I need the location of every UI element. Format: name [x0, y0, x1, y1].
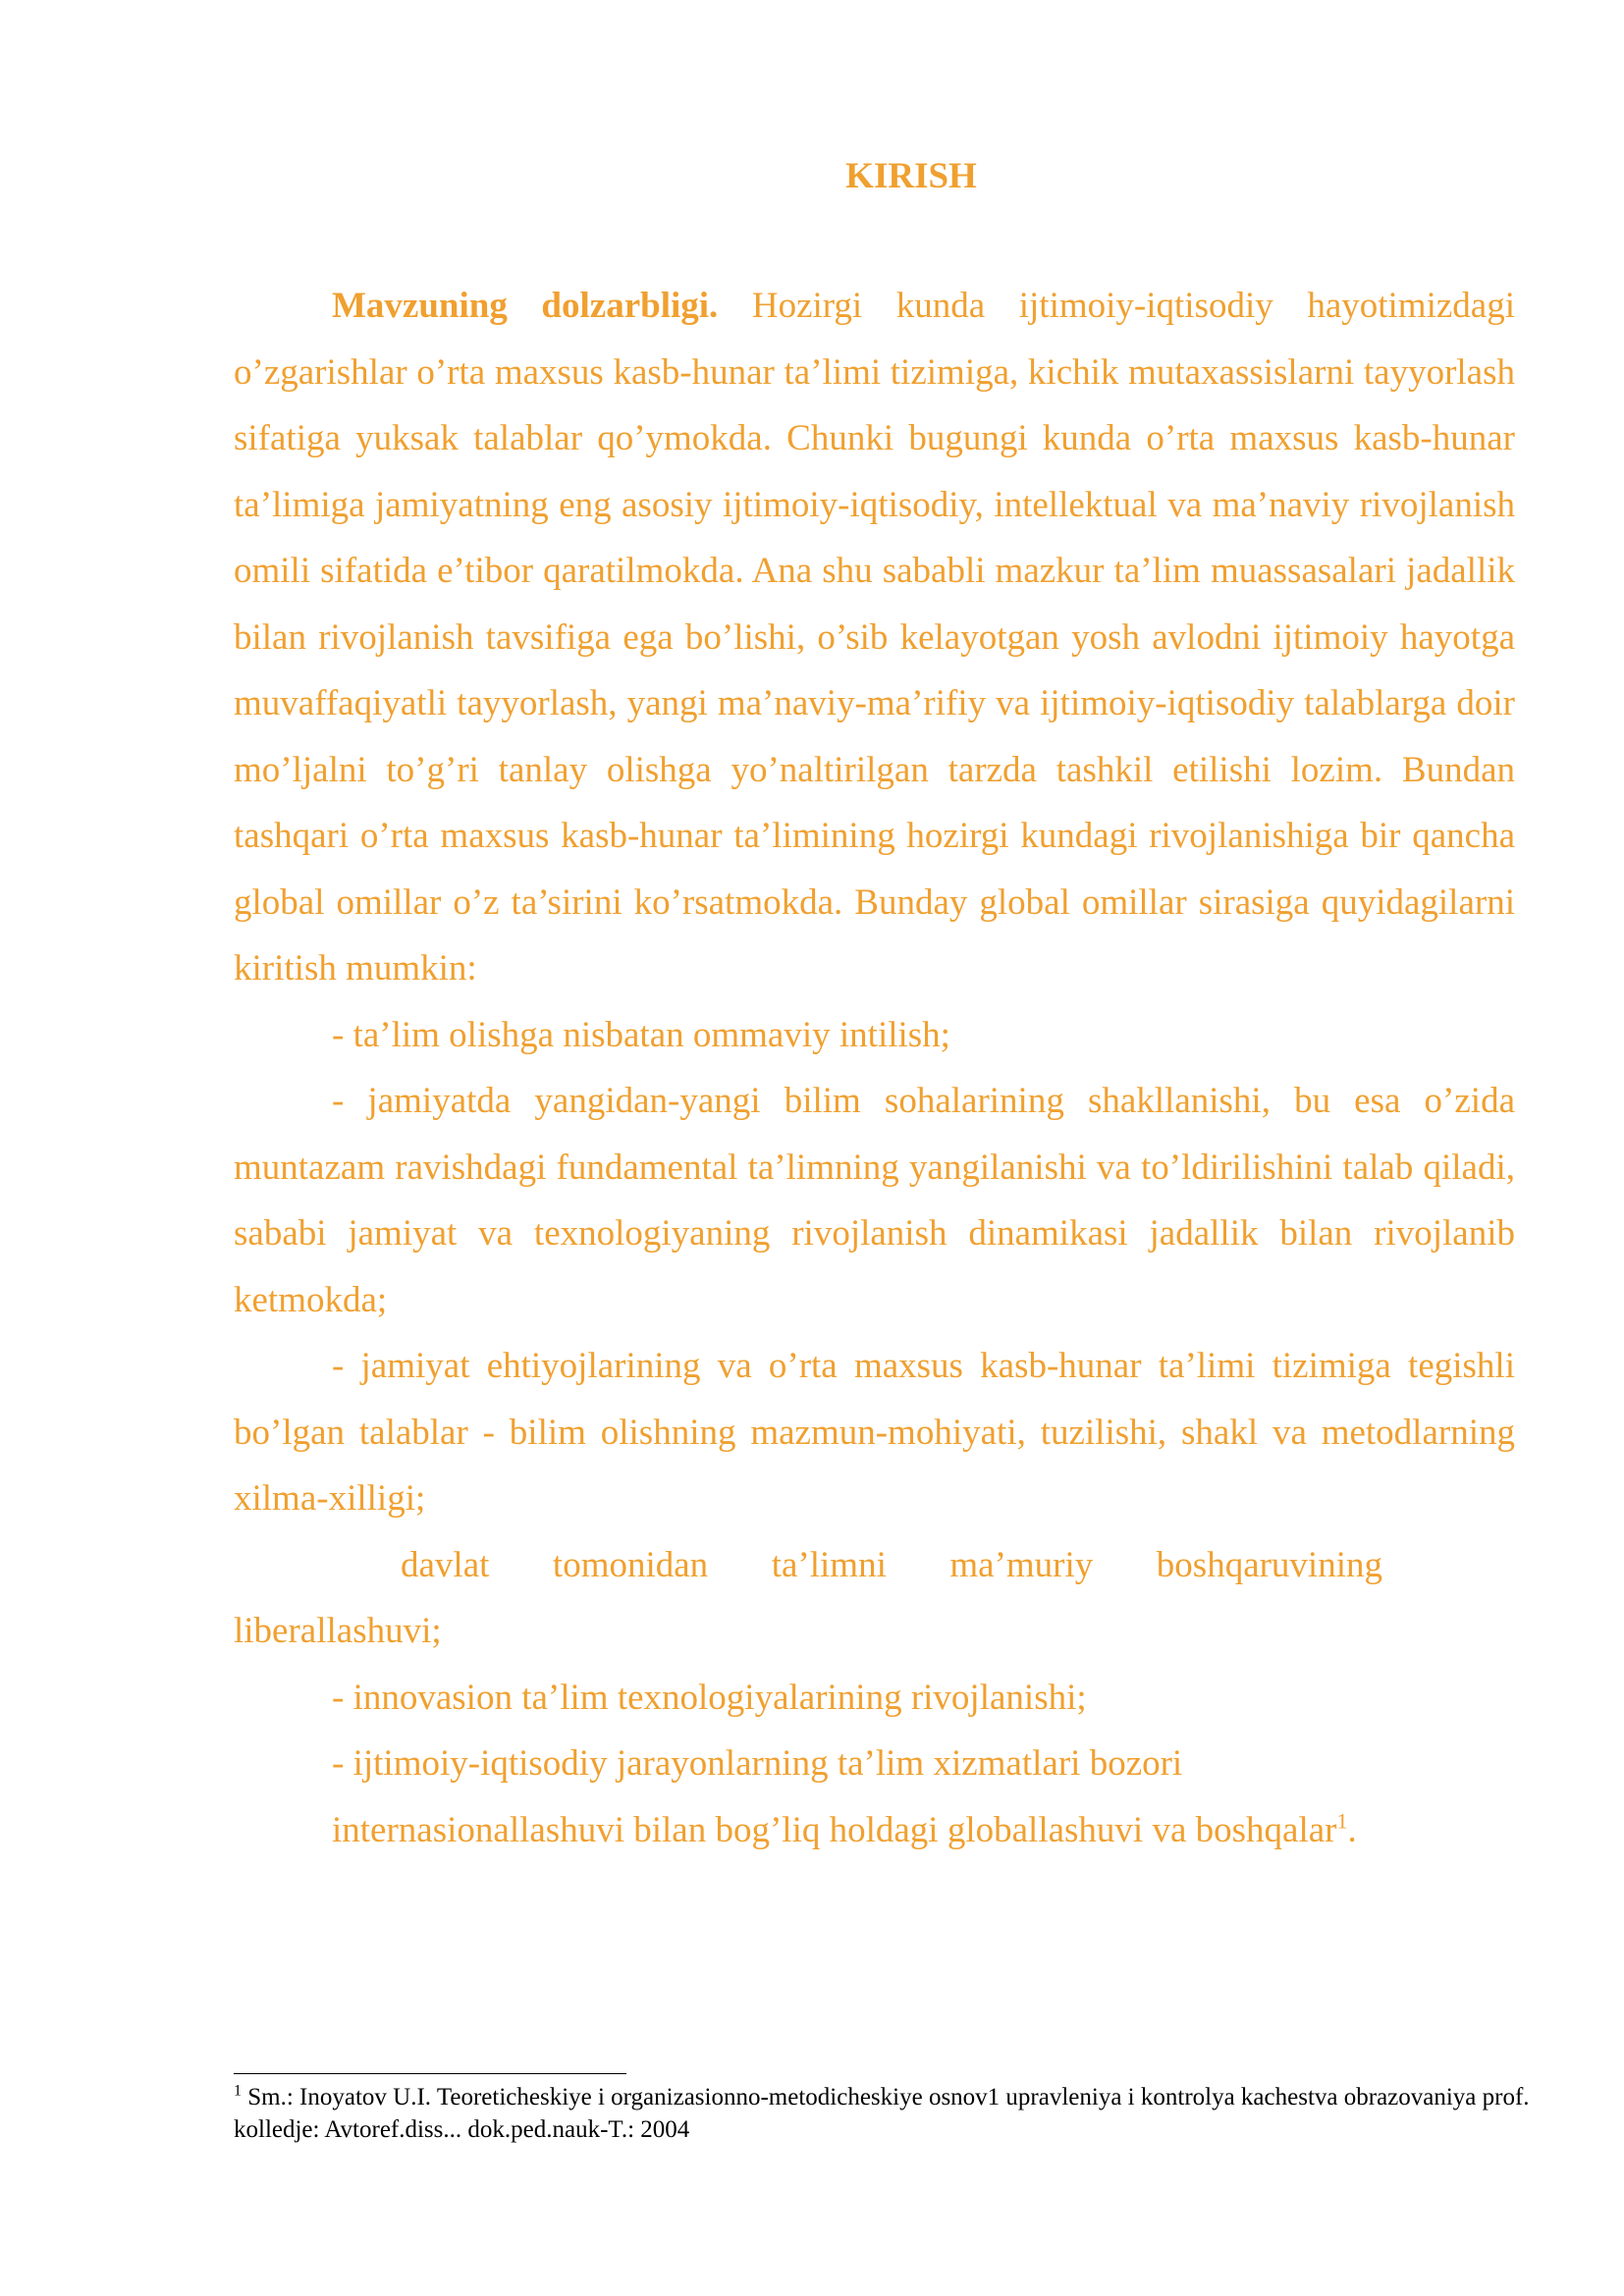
footnote-reference[interactable]: 1 — [1336, 1808, 1348, 1834]
footnote-mark: 1 — [234, 2082, 242, 2100]
list-item-period: . — [1347, 1809, 1357, 1850]
list-item-continuation — [234, 1797, 1515, 1864]
list-item: - jamiyatda yangidan-yangi bilim sohalarining shakllanishi, bu esa o’zida muntazam ravishdagi fundamental ta’limning yangilanishi va to’ldirilishini talab qiladi, sababi jamiyat va texnologiyaning rivojlanish dinamikasi jadallik bilan rivojlanib ketmokda; — [234, 1081, 1515, 1320]
list-item-line: davlat tomonidan ta’limni ma’muriy boshqaruvining — [401, 1544, 1382, 1585]
list-item-line: internasionallashuvi bilan bog’liq holdagi globallashuvi va boshqalar — [332, 1809, 1337, 1850]
list-item-continuation: liberallashuvi; — [234, 1611, 442, 1651]
footnote — [234, 2081, 1530, 2146]
section-lead: Mavzuning dolzarbligi. — [332, 286, 719, 326]
list-item: - ijtimoiy-iqtisodiy jarayonlarning ta’lim xizmatlari bozori — [332, 1743, 1183, 1784]
footnote-text: Sm.: Inoyatov U.I. Teoreticheskiye i organizasionno-metodicheskiye osnov1 upravleniya i kontrolya kachestva obrazovaniya prof. kolledje: Avtoref.diss... dok.ped.nauk-T.: 2004 — [234, 2084, 1530, 2143]
footnote-separator — [234, 2073, 626, 2074]
page-title: KIRISH — [845, 156, 977, 196]
list-item: - ta’lim olishga nisbatan ommaviy intilish; — [332, 1014, 950, 1055]
paragraph-text: Hozirgi kunda ijtimoiy-iqtisodiy hayotimizdagi o’zgarishlar o’rta maxsus kasb-hunar ta’limi tizimiga, kichik mutaxassislarni tayyorlash sifatiga yuksak talablar qo’ymokda. Chunki bugungi kunda o’rta maxsus kasb-hunar ta’limiga jamiyatning eng asosiy ijtimoiy-iqtisodiy, intellektual va ma’naviy rivojlanish omili sifatida e’tibor qaratilmokda. Ana shu sababli mazkur ta’lim muassasalari jadallik bilan rivojlanish tavsifiga ega bo’lishi, o’sib kelayotgan yosh avlodni ijtimoiy hayotga muvaffaqiyatli tayyorlash, yangi ma’naviy-ma’rifiy va ijtimoiy-iqtisodiy talablarga doir mo’ljalni to’g’ri tanlay olishga yo’naltirilgan tarzda tashkil etilishi lozim. Bundan tashqari o’rta maxsus kasb-hunar ta’limining hozirgi kundagi rivojlanishiga bir qancha global omillar o’z ta’sirini ko’rsatmokda. Bunday global omillar sirasiga quyidagilarni kiritish mumkin: — [234, 286, 1515, 988]
paragraph-relevance — [234, 273, 1515, 1002]
main-text — [234, 273, 1515, 1863]
list-item: - innovasion ta’lim texnologiyalarining rivojlanishi; — [332, 1677, 1087, 1718]
list-item: - jamiyat ehtiyojlarining va o’rta maxsus kasb-hunar ta’limi tizimiga tegishli bo’lgan talablar - bilim olishning mazmun-mohiyati, tuzilishi, shakl va metodlarning xilma-xilligi; — [234, 1346, 1515, 1519]
list-item — [234, 1532, 1515, 1599]
